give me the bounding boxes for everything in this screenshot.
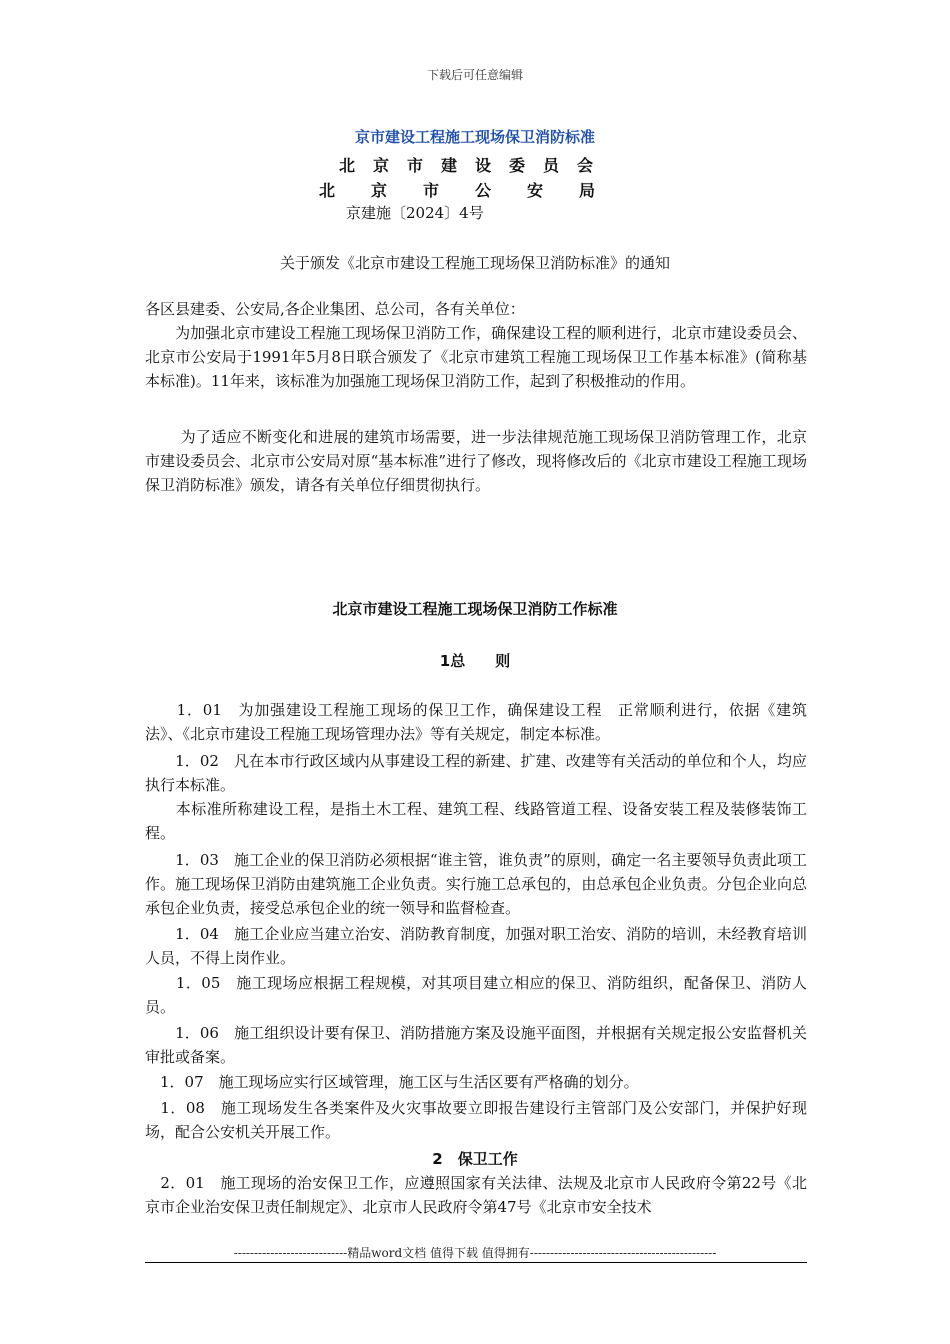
document-number: 京建施〔2024〕4号 (346, 204, 484, 222)
chapter-1-title: 1总 则 (439, 652, 511, 670)
standard-title: 北京市建设工程施工现场保卫消防工作标准 (332, 600, 618, 618)
footer-text: ----------------------------精品word文档 值得下载 值得拥有---------------------------------------------- (233, 1246, 717, 1260)
notice-title: 关于颁发《北京市建设工程施工现场保卫消防标准》的通知 (279, 254, 670, 272)
clause-1-04: 1．04 施工企业应当建立治安、消防教育制度，加强对职工治安、消防的培训，未经教育培训人员，不得上岗作业。 (145, 925, 807, 967)
clause-1-02-definition: 本标准所称建设工程，是指土木工程、建筑工程、线路管道工程、设备安装工程及装修装饰工程。 (145, 800, 807, 842)
clause-1-03: 1．03 施工企业的保卫消防必须根据“谁主管，谁负责”的原则，确定一名主要领导负责此项工作。施工现场保卫消防由建筑施工企业负责。实行施工总承包的，由总承包企业负责。分包企业向总承包企业负责，接受总承包企业的统一领导和监督检查。 (145, 851, 807, 917)
footer-rule (145, 1262, 807, 1263)
clause-1-05: 1．05 施工现场应根据工程规模，对其项目建立相应的保卫、消防组织，配备保卫、消防人员。 (145, 974, 807, 1016)
issuer-construction-committee: 北京市建设委员会 (338, 156, 611, 175)
clause-1-01: 1．01 为加强建设工程施工现场的保卫工作，确保建设工程 正常顺利进行，依据《建筑法》、《北京市建设工程施工现场管理办法》等有关规定，制定本标准。 (145, 701, 807, 743)
intro-paragraph-2: 为了适应不断变化和进展的建筑市场需要，进一步法律规范施工现场保卫消防管理工作，北京市建设委员会、北京市公安局对原“基本标准”进行了修改，现将修改后的《北京市建设工程施工现场保卫消防标准》颁发，请各有关单位仔细贯彻执行。 (145, 428, 807, 494)
addressee-line: 各区县建委、公安局,各企业集团、总公司，各有关单位： (145, 300, 525, 318)
chapter-2-title: 2 保卫工作 (432, 1150, 518, 1168)
clause-2-01: 2．01 施工现场的治安保卫工作，应遵照国家有关法律、法规及北京市人民政府令第22号《北京市企业治安保卫责任制规定》、北京市人民政府令第47号《北京市安全技术 (145, 1174, 807, 1216)
document-title: 京市建设工程施工现场保卫消防标准 (354, 128, 595, 146)
clause-1-07: 1．07 施工现场应实行区域管理，施工区与生活区要有严格确的划分。 (145, 1073, 639, 1091)
issuer-public-security-bureau: 北京市公安局 (318, 181, 631, 200)
clause-1-02: 1．02 凡在本市行政区域内从事建设工程的新建、扩建、改建等有关活动的单位和个人，均应执行本标准。 (145, 752, 807, 794)
header-note: 下载后可任意编辑 (426, 68, 523, 82)
clause-1-06: 1．06 施工组织设计要有保卫、消防措施方案及设施平面图，并根据有关规定报公安监督机关审批或备案。 (145, 1024, 807, 1066)
intro-paragraph-1: 为加强北京市建设工程施工现场保卫消防工作，确保建设工程的顺利进行，北京市建设委员会、北京市公安局于1991年5月8日联合颁发了《北京市建筑工程施工现场保卫工作基本标准》(简称基本标准)。11年来，该标准为加强施工现场保卫消防工作，起到了积极推动的作用。 (145, 324, 807, 390)
clause-1-08: 1．08 施工现场发生各类案件及火灾事故要立即报告建设行主管部门及公安部门，并保护好现场，配合公安机关开展工作。 (145, 1099, 807, 1141)
